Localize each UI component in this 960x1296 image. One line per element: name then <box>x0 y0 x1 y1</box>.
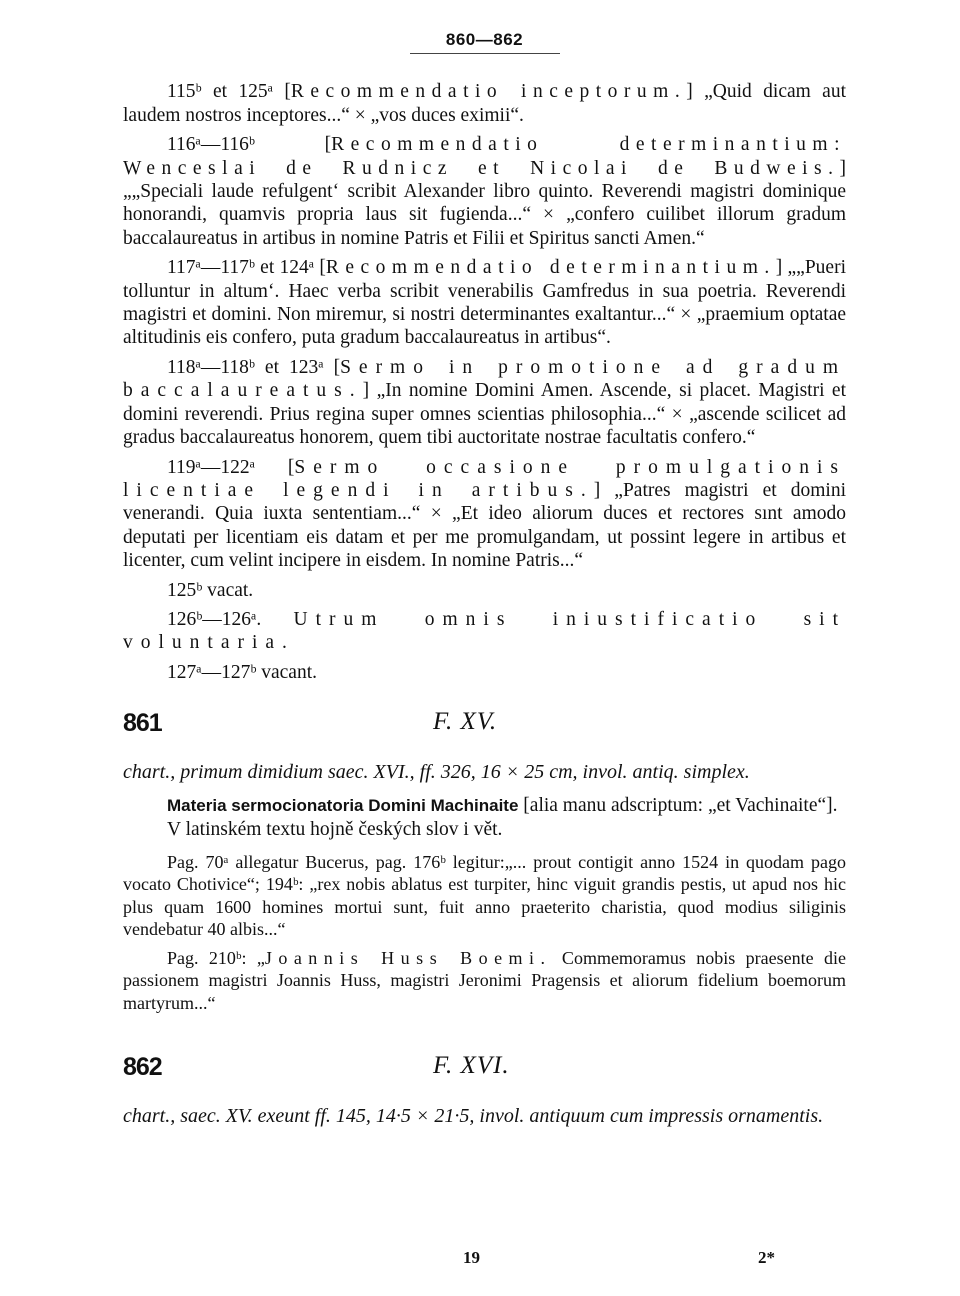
section-signature: F. XVI. <box>433 1052 510 1080</box>
spaced-title: Joannis Huss Boemi. <box>264 947 552 968</box>
physical-description: chart., saec. XV. exeunt ff. 145, 14·5 × 21·5, invol. antiquum cum impressis ornamentis. <box>123 1105 824 1128</box>
entry: 116ᵃ—116ᵇ [Recommendatio determinantium: Wenceslai de Rudnicz et Nicolai de Budweis.] „„Speciali laude refulgent‘ scribit Alexander libro quinto. Reverendi magistri dominique honorandi, quamvis propria laus sit fugienda...“ × „confero cuilibet illorum gradum baccalaureatus in artibus in nomine Patris et Filii et Spiritus sancti Amen.“ <box>123 134 847 249</box>
entry: 119ᵃ—122ᵃ [Sermo occasione promulgationis licentiae legendi in artibus.] „Patres magistri et domini venerandi. Quia iuxta sententiam...“ × „Et ideo aliorum duces et rectores sınt amodo deputati per licentiam eis datam et per me promulgandam, ut possint legere in artibus et licenter, cum velint incipere in eisdem. In nomine Patris...“ <box>123 456 846 572</box>
running-header: 860—862 <box>445 30 524 49</box>
entry: 115ᵇ et 125ᵃ [Recommendatio inceptorum.] „Quid dicam aut laudem nostros inceptores...“ × „vos duces eximii“. <box>123 81 846 126</box>
section-number: 862 <box>123 1053 162 1082</box>
spaced-title: Recommendatio determinantium. <box>325 257 776 279</box>
signature-mark: 2* <box>758 1248 775 1267</box>
entry: 127ᵃ—127ᵇ vacant. <box>167 661 318 683</box>
spaced-title: Utrum omnis iniustificatio sit voluntaria. <box>123 608 847 654</box>
entry: 118ᵃ—118ᵇ et 123ᵃ [Sermo in promotione ad gradum baccalaureatus.] „In nomine Domini Amen. Ascende, si placet. Magistri et domini reverendi. Prius regina super omnes scientias philosophia...“ × „ascende scilicet ad gradus baccalaureatus honorem, quem tibi auctoritate nostrae facultatis confero.“ <box>123 356 846 449</box>
page-body <box>123 28 846 1138</box>
language-note: V latinském textu hojně českých slov i vět. <box>167 818 503 840</box>
spaced-title: Sermo in promotione ad gradum baccalaureatus. <box>123 356 846 402</box>
header-rule <box>410 53 560 54</box>
work-title-bold: Materia sermocionatoria Domini Machinaite <box>167 796 519 816</box>
spaced-title: Sermo occasione promulgationis licentiae legendi in artibus. <box>123 456 846 501</box>
entry: 125ᵇ vacat. <box>167 579 254 601</box>
spaced-title: Recommendatio inceptorum. <box>290 81 687 103</box>
page-number: 19 <box>463 1248 480 1267</box>
section-heading <box>123 1044 846 1096</box>
entry: 117ᵃ—117ᵇ et 124ᵃ [Recommendatio determinantium.] „„Pueri tolluntur in altum‘. Haec verba scribit venerabilis Gamfredus in sua poetria. Reverendi magistri et domini. Non miremur, si nostri determinantes exaltantur...“ × „praemium optatae altitudinis eis confero, puta gradum baccalaureatus in artibus“. <box>123 257 846 349</box>
content-note: Pag. 210ᵇ: „Joannis Huss Boemi. Commemoramus nobis praesente die passionem magistri Joannis Huss, magistri Jeronimi Pragensis et aliorum fidelium boemorum martyrum...“ <box>123 947 846 1013</box>
entry-list <box>123 80 846 684</box>
entry: 126ᵇ—126ᵃ. Utrum omnis iniustificatio sit voluntaria. <box>123 608 847 654</box>
work-title: Materia sermocionatoria Domini Machinaite [alia manu adscriptum: „et Vachinaite“]. <box>167 795 838 817</box>
content-note: Pag. 70ᵃ allegatur Bucerus, pag. 176ᵇ legitur:„... prout contigit anno 1524 in quodam pago vocato Chotivice“; 194ᵇ: „rex nobis ablatus est turpiter, hinc viguit grandis pestis, ut apud nos hic plus quam 1600 homines mortui sunt, fuit anno praeterito charistia, quod modius siliginis vendebatur 40 albis...“ <box>123 851 846 940</box>
physical-description: chart., primum dimidium saec. XVI., ff. 326, 16 × 25 cm, invol. antiq. simplex. <box>123 761 750 784</box>
section-signature: F. XV. <box>433 708 498 736</box>
section-number: 861 <box>123 709 162 738</box>
spaced-title: Recommendatio determinantium: Wenceslai de Rudnicz et Nicolai de Budweis. <box>123 134 847 179</box>
section-heading <box>123 700 846 752</box>
